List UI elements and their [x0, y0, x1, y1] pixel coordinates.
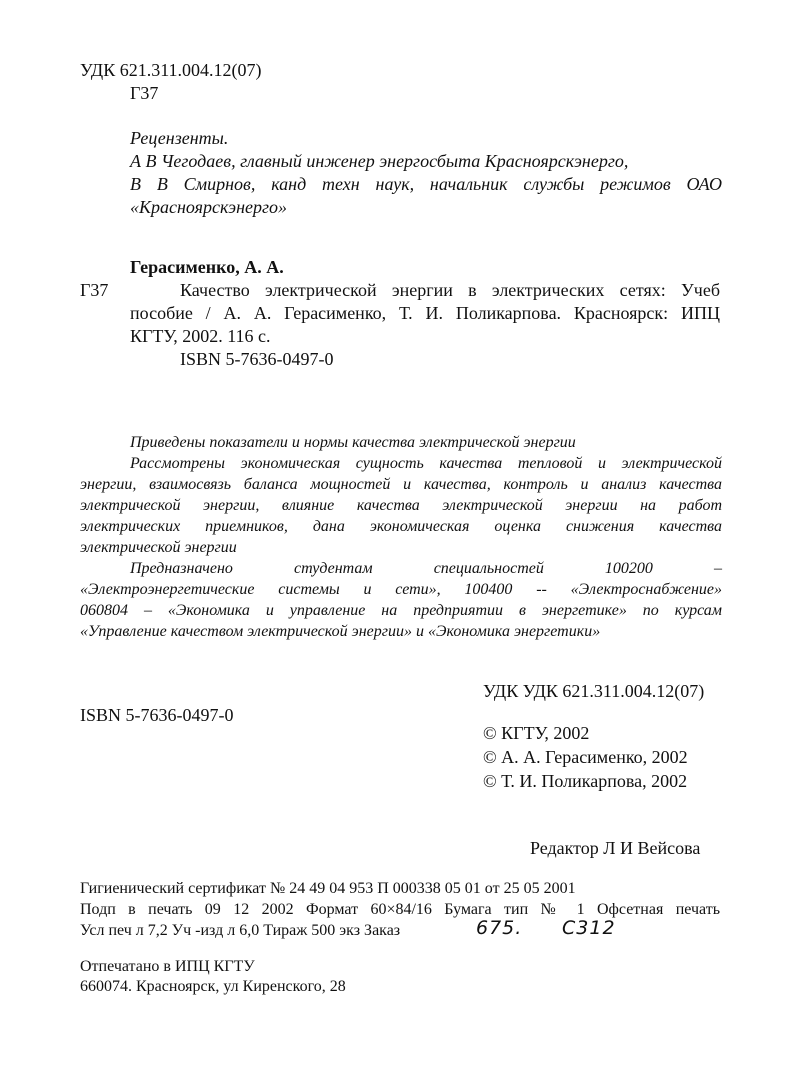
biblio-index: Г37: [80, 280, 109, 300]
copyright-kgtu: © КГТУ, 2002: [483, 723, 590, 743]
printer-address: 660074. Красноярск, ул Киренского, 28: [80, 978, 346, 995]
code-handwritten: С312: [562, 917, 616, 939]
annotation-line-4: электрической энергии, влияние качества электрической энергии на работ: [80, 497, 722, 514]
author-heading: Герасименко, А. А.: [130, 257, 284, 277]
print-line-3: Усл печ л 7,2 Уч -изд л 6,0 Тираж 500 экз Заказ: [80, 922, 401, 939]
udc-bottom: УДК УДК 621.311.004.12(07): [483, 681, 705, 701]
biblio-line-2: пособие / А. А. Герасименко, Т. И. Поликарпова. Красноярск: ИПЦ: [130, 303, 720, 323]
annotation-line-1: Приведены показатели и нормы качества электрической энергии: [130, 434, 576, 451]
annotation-line-3: энергии, взаимосвязь баланса мощностей и качества, контроль и анализ качества: [80, 476, 722, 493]
order-number-handwritten: 675.: [476, 917, 523, 939]
hygiene-certificate: Гигиенический сертификат № 24 49 04 953 П 000338 05 01 от 25 05 2001: [80, 880, 576, 897]
isbn-bottom: ISBN 5-7636-0497-0: [80, 705, 234, 725]
annotation-line-10: «Управление качеством электрической энергии» и «Экономика энергетики»: [80, 623, 601, 640]
biblio-isbn: ISBN 5-7636-0497-0: [180, 349, 334, 369]
annotation-line-5: электрических приемников, дана экономическая оценка снижения качества: [80, 518, 722, 535]
copyright-polikarpova: © Т. И. Поликарпова, 2002: [483, 771, 688, 791]
reviewer-2-line-2: «Красноярскэнерго»: [130, 197, 288, 217]
biblio-line-3: КГТУ, 2002. 116 с.: [130, 326, 271, 346]
copyright-gerasimenko: © А. А. Герасименко, 2002: [483, 747, 688, 767]
annotation-line-7: Предназначено студентам специальностей 100200 –: [130, 560, 722, 577]
print-line-2: Подп в печать 09 12 2002 Формат 60×84/16 Бумага тип № 1 Офсетная печать: [80, 901, 720, 918]
annotation-line-6: электрической энергии: [80, 539, 237, 556]
reviewers-heading: Рецензенты.: [130, 128, 229, 148]
udc-top: УДК 621.311.004.12(07): [80, 60, 262, 80]
printed-at: Отпечатано в ИПЦ КГТУ: [80, 958, 255, 975]
reviewer-2-line-1: В В Смирнов, канд техн наук, начальник службы режимов ОАО: [130, 174, 722, 194]
editor: Редактор Л И Вейсова: [530, 838, 701, 858]
reviewer-1: А В Чегодаев, главный инженер энергосбыта Красноярскэнерго,: [130, 151, 629, 171]
annotation-line-8: «Электроэнергетические системы и сети», 100400 -- «Электроснабжение»: [80, 581, 722, 598]
annotation-line-2: Рассмотрены экономическая сущность качества тепловой и электрической: [130, 455, 722, 472]
biblio-line-1: Качество электрической энергии в электрических сетях: Учеб: [180, 280, 720, 300]
index-top: Г37: [130, 83, 159, 103]
annotation-line-9: 060804 – «Экономика и управление на предприятии в энергетике» по курсам: [80, 602, 722, 619]
